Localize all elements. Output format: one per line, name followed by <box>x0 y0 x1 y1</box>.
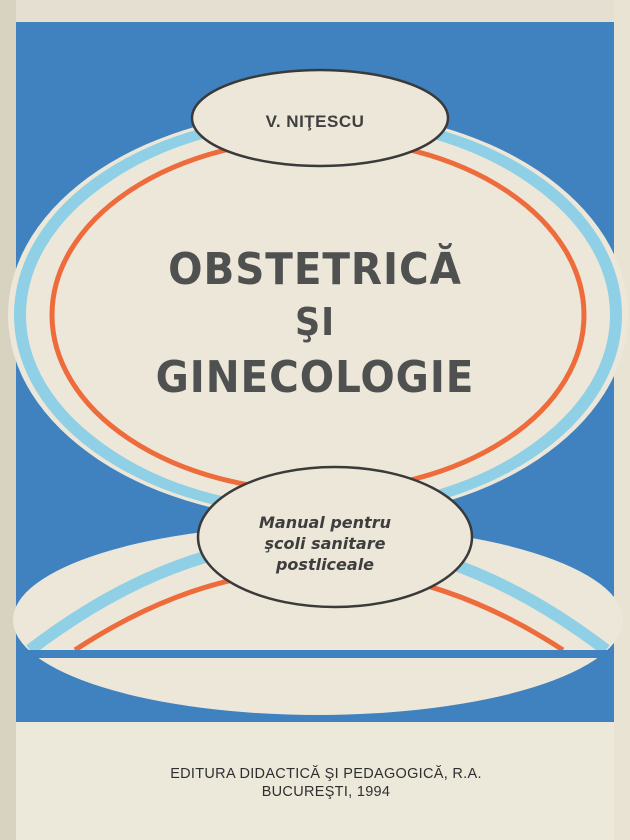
subtitle-line-3: postliceale <box>275 555 375 574</box>
publisher-name: EDITURA DIDACTICĂ ŞI PEDAGOGICĂ, R.A. <box>170 766 482 782</box>
subtitle-line-1: Manual pentru <box>259 513 391 532</box>
publisher-place-year: BUCUREŞTI, 1994 <box>261 784 391 800</box>
title-line-3: GINECOLOGIE <box>155 352 475 403</box>
title-line-1: OBSTETRICĂ <box>168 244 462 295</box>
author-name: V. NIŢESCU <box>265 112 365 131</box>
title-line-2: ŞI <box>294 300 336 344</box>
subtitle-line-2: şcoli sanitare <box>264 534 386 553</box>
